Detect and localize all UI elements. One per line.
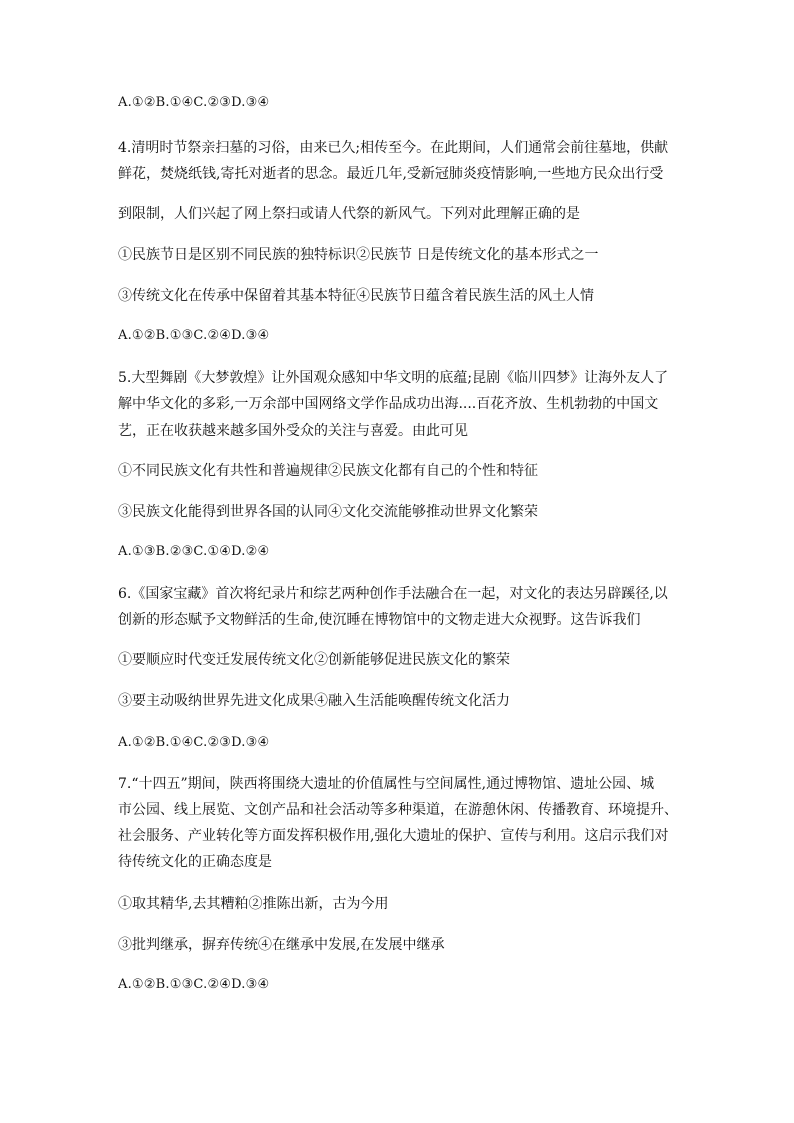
q5-option-line-1: ①不同民族文化有共性和普遍规律②民族文化都有自己的个性和特征 <box>118 463 538 479</box>
q4-answer-choices: A.①②B.①③C.②④D.③④ <box>118 328 270 343</box>
q5-stem-line-2: 解中华文化的多彩,一万余部中国网络文学作品成功出海....百花齐放、生机勃勃的中国文 <box>118 396 659 412</box>
q5-answer-choices: A.①③B.②③C.①④D.②④ <box>118 544 270 559</box>
q5-option-line-2: ③民族文化能得到世界各国的认同④文化交流能够推动世界文化繁荣 <box>118 504 538 520</box>
q7-stem-line-2: 市公园、线上展览、文创产品和社会活动等多种渠道，在游憩休闲、传播教育、环境提升、 <box>118 802 678 818</box>
q6-stem-line-2: 创新的形态赋予文物鲜活的生命,使沉睡在博物馆中的文物走进大众视野。这告诉我们 <box>118 612 641 628</box>
q6-stem-line-1: 6.《国家宝藏》首次将纪录片和综艺两种创作手法融合在一起，对文化的表达另辟蹊径,以 <box>118 586 668 602</box>
q7-option-line-1: ①取其精华,去其糟粕②推陈出新，古为今用 <box>118 896 389 912</box>
q7-stem-line-1: 7.“十四五”期间，陕西将围绕大遗址的价值属性与空间属性,通过博物馆、遗址公园、城 <box>118 776 655 792</box>
q4-stem-line-1: 4.清明时节祭亲扫墓的习俗，由来已久;相传至今。在此期间，人们通常会前往墓地，供献 <box>118 140 669 156</box>
q5-stem-line-3: 艺，正在收获越来越多国外受众的关注与喜爱。由此可见 <box>118 423 468 439</box>
q6-option-line-1: ①要顺应时代变迁发展传统文化②创新能够促进民族文化的繁荣 <box>118 652 510 668</box>
q4-option-line-2: ③传统文化在传承中保留着其基本特征④民族节日蕴含着民族生活的风土人情 <box>118 288 594 304</box>
q6-answer-choices: A.①②B.①④C.②③D.③④ <box>118 735 270 750</box>
q4-stem-line-3: 到限制，人们兴起了网上祭扫或请人代祭的新风气。下列对此理解正确的是 <box>118 206 580 222</box>
q7-stem-line-3: 社会服务、产业转化等方面发挥积极作用,强化大遗址的保护、宣传与利用。这启示我们对 <box>118 828 669 844</box>
q7-stem-line-4: 待传统文化的正确态度是 <box>118 854 272 870</box>
q4-stem-line-2: 鲜花，焚烧纸钱,寄托对逝者的思念。最近几年,受新冠肺炎疫情影响,一些地方民众出行受 <box>118 166 664 182</box>
q5-stem-line-1: 5.大型舞剧《大梦敦煌》让外国观众感知中华文明的底蕴;昆剧《临川四梦》让海外友人了 <box>118 370 669 386</box>
q3-answer-choices: A.①②B.①④C.②③D.③④ <box>118 95 270 110</box>
q4-option-line-1: ①民族节日是区别不同民族的独特标识②民族节 日是传统文化的基本形式之一 <box>118 247 599 263</box>
q7-option-line-2: ③批判继承，摒弃传统④在继承中发展,在发展中继承 <box>118 937 445 953</box>
q7-answer-choices: A.①②B.①③C.②④D.③④ <box>118 977 270 992</box>
q6-option-line-2: ③要主动吸纳世界先进文化成果④融入生活能唤醒传统文化活力 <box>118 693 510 709</box>
